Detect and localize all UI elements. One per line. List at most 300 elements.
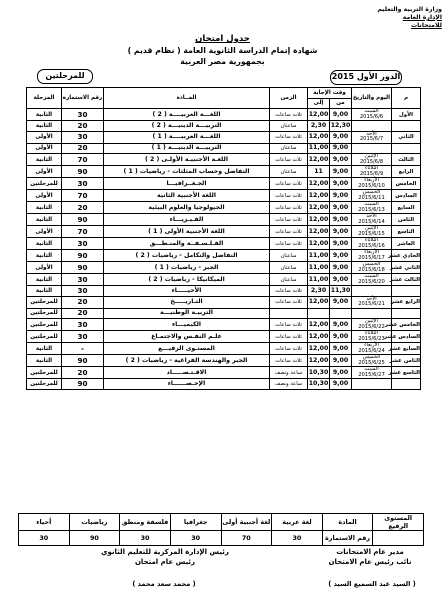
duration-cell: ساعتان [270, 262, 308, 274]
day-date-cell [352, 343, 392, 355]
table-row [27, 214, 421, 226]
duration-cell: ساعة ونصف [270, 379, 308, 390]
date-value: 2015/6/18 [358, 266, 385, 273]
duration-cell: ثلاث ساعات [270, 343, 308, 355]
table-row [27, 308, 421, 319]
summary-value-cell: 30 [19, 531, 70, 546]
to-cell: 2,30 [308, 286, 330, 297]
day-date-cell [352, 109, 392, 121]
signature-title: نائب رئيس عام الامتحان [328, 558, 412, 566]
subject-cell: الميكانيكا - رياضيات ( 2 ) [104, 274, 270, 286]
subject-cell: الإحـصــــــاء [104, 379, 270, 390]
table-row [27, 178, 421, 190]
to-cell: 12,00 [308, 355, 330, 367]
to-cell: 12,00 [308, 178, 330, 190]
order-cell: العاشر [392, 238, 421, 250]
day-name: الثلاثاء [364, 165, 379, 171]
from-cell: 9,00 [330, 379, 352, 390]
seat-cell: 90 [62, 214, 104, 226]
subject-cell: التفاضل وحساب المثلثات - رياضيات ( 1 ) [104, 166, 270, 178]
summary-header-cell: أحياء [19, 514, 70, 531]
summary-table [18, 513, 424, 546]
date-value: 2015/6/17 [358, 254, 385, 261]
seat-cell: 30 [62, 319, 104, 331]
day-date-cell [352, 143, 392, 154]
stage-cell: الثانية [27, 154, 62, 166]
order-cell [392, 143, 421, 154]
day-date-cell [352, 202, 392, 214]
signature-name-right: ( السيد عبد السميع السيد ) [328, 580, 416, 588]
duration-cell: ثلاث ساعات [270, 331, 308, 343]
stage-cell: للمرحلتين [27, 367, 62, 379]
duration-cell: ساعتان [270, 250, 308, 262]
stage-cell: الثانية [27, 250, 62, 262]
subject-cell: المستـوى الرفيـــع [104, 343, 270, 355]
order-cell: الثاني [392, 131, 421, 143]
duration-cell [270, 308, 308, 319]
date-value: 2015/6/15 [358, 230, 385, 237]
table-row [27, 286, 421, 297]
duration-cell: ثلاث ساعات [270, 202, 308, 214]
subject-cell: الاقـتـصـــــاد [104, 367, 270, 379]
stage-cell: للمرحلتين [27, 379, 62, 390]
seat-cell: 90 [62, 355, 104, 367]
summary-value-cell: 30 [272, 531, 323, 546]
col-stage: المرحلة [27, 88, 62, 109]
summary-header-row [19, 514, 424, 531]
from-cell: 9,00 [330, 202, 352, 214]
order-cell: الرابع [392, 166, 421, 178]
stage-cell: الثانية [27, 109, 62, 121]
stage-cell: الثانية [27, 355, 62, 367]
subject-cell: التربيـــة الدينيـــة ( 2 ) [104, 121, 270, 132]
duration-cell: ثلاث ساعات [270, 214, 308, 226]
to-cell: 12,00 [308, 214, 330, 226]
subject-cell: الأحيـــــاء [104, 286, 270, 297]
col-time: وقت الإجابة [308, 88, 352, 99]
table-row [27, 274, 421, 286]
from-cell: 11,30 [330, 286, 352, 297]
subject-cell: التربيـــة الدينيـــة ( 1 ) [104, 143, 270, 154]
from-cell: 9,00 [330, 109, 352, 121]
from-cell: 9,00 [330, 166, 352, 178]
from-cell: 9,00 [330, 331, 352, 343]
table-row [27, 331, 421, 343]
duration-cell: ثلاث ساعات [270, 154, 308, 166]
table-row [27, 250, 421, 262]
seat-cell: 70 [62, 190, 104, 202]
order-cell: الأول [392, 109, 421, 121]
to-cell: 12,00 [308, 319, 330, 331]
day-date-cell [352, 379, 392, 390]
from-cell: 9,00 [330, 190, 352, 202]
date-value: 2015/6/8 [359, 158, 384, 165]
day-date-cell [352, 238, 392, 250]
table-row [27, 202, 421, 214]
subject-cell: اللغة الأجنبية الثانية [104, 190, 270, 202]
from-cell: 9,00 [330, 250, 352, 262]
stage-cell: الأولى [27, 131, 62, 143]
day-date-cell [352, 214, 392, 226]
from-cell: 9,00 [330, 319, 352, 331]
summary-header-cell: لغة أجنبية أولى [221, 514, 272, 531]
seat-cell: 20 [62, 121, 104, 132]
summary-value-cell: 30 [170, 531, 221, 546]
date-value: 2015/6/27 [358, 371, 385, 378]
signature-block-right [300, 547, 440, 567]
day-name: الخميس [362, 261, 381, 267]
date-value: 2015/6/16 [358, 242, 385, 249]
order-cell: السادس [392, 190, 421, 202]
to-cell: 11,00 [308, 274, 330, 286]
order-cell: الخامس [392, 178, 421, 190]
stage-cell: الثانية [27, 274, 62, 286]
duration-cell: ثلاث ساعات [270, 109, 308, 121]
stage-cell: الأولى [27, 190, 62, 202]
to-cell: 11 [308, 166, 330, 178]
order-cell: السادس عشر [392, 331, 421, 343]
day-date-cell [352, 226, 392, 238]
from-cell: 9,00 [330, 367, 352, 379]
order-cell: الخامس عشر [392, 319, 421, 331]
col-day-date: اليوم والتاريخ [352, 88, 392, 109]
day-name: السبت [364, 108, 379, 114]
order-cell: الثالث [392, 154, 421, 166]
stage-cell: الأولى [27, 262, 62, 274]
signature-title: مدير عام الامتحانات [336, 548, 404, 556]
summary-value-cell: 30 [120, 531, 171, 546]
seat-cell: 30 [62, 274, 104, 286]
stage-cell: الأولى [27, 226, 62, 238]
to-cell: 12,00 [308, 190, 330, 202]
document-title [110, 34, 335, 67]
summary-value-cell: 70 [221, 531, 272, 546]
duration-cell: ثلاث ساعات [270, 319, 308, 331]
day-name: الثلاثاء [364, 330, 379, 336]
table-row [27, 343, 421, 355]
date-value: 2015/6/21 [358, 301, 385, 307]
to-cell: 11,00 [308, 143, 330, 154]
seat-cell: 30 [62, 178, 104, 190]
day-date-cell [352, 308, 392, 319]
signer-name: السيد عبد السميع السيد [333, 580, 411, 588]
table-row [27, 262, 421, 274]
duration-cell: ثلاث ساعات [270, 286, 308, 297]
subject-cell: اللغـــة العربيــــة ( 2 ) [104, 109, 270, 121]
to-cell: 10,30 [308, 379, 330, 390]
from-cell: 9,00 [330, 274, 352, 286]
table-row [27, 367, 421, 379]
seat-cell: 90 [62, 262, 104, 274]
day-name: الأحد [366, 213, 377, 219]
summary-values-row [19, 531, 424, 546]
day-name: الأحد [366, 295, 377, 302]
date-value: 2015/6/7 [359, 136, 384, 142]
signature-title: رئيس عام امتحان [134, 558, 196, 566]
to-cell: 11,00 [308, 250, 330, 262]
day-date-cell [352, 131, 392, 143]
day-name: الأربعاء [364, 249, 379, 255]
seat-cell: 70 [62, 154, 104, 166]
stage-cell: الثانية [27, 343, 62, 355]
stage-cell: الثانية [27, 214, 62, 226]
title-line-1: جدول امتحان [195, 34, 250, 44]
day-name: الثلاثاء [364, 237, 379, 243]
from-cell: 9,00 [330, 154, 352, 166]
table-row [27, 226, 421, 238]
day-date-cell [352, 154, 392, 166]
signature-block-left [95, 547, 235, 567]
duration-cell: ثلاث ساعات [270, 296, 308, 308]
col-subject: المــادة [104, 88, 270, 109]
table-row [27, 154, 421, 166]
table-row [27, 355, 421, 367]
duration-cell: ثلاث ساعات [270, 238, 308, 250]
seat-cell: 90 [62, 379, 104, 390]
signer-name: محمد سعد محمد [137, 580, 191, 588]
exam-schedule-table [26, 87, 421, 390]
duration-cell: ثلاث ساعات [270, 355, 308, 367]
stage-cell: للمرحلتين [27, 331, 62, 343]
stage-cell: للمرحلتين [27, 296, 62, 308]
duration-cell: ساعتان [270, 121, 308, 132]
table-header-row [27, 88, 421, 99]
from-cell: 9,00 [330, 296, 352, 308]
order-cell [392, 308, 421, 319]
subject-cell: اللغـة الأجنبيـة الأولـى ( 2 ) [104, 154, 270, 166]
to-cell: 12,00 [308, 154, 330, 166]
signature-title: رئيس الإدارة المركزية للتعليم الثانوي [101, 548, 229, 556]
day-date-cell [352, 355, 392, 367]
seat-cell: 20 [62, 202, 104, 214]
day-name: الأربعاء [364, 177, 379, 183]
table-row [27, 238, 421, 250]
from-cell: 9,00 [330, 238, 352, 250]
schedule-body [27, 109, 421, 390]
date-value: 2015/6/14 [358, 218, 385, 225]
day-name: الإثنين [365, 153, 378, 159]
day-date-cell [352, 296, 392, 308]
to-cell: 11,00 [308, 262, 330, 274]
from-cell: 9,00 [330, 262, 352, 274]
col-from: من [330, 98, 352, 109]
to-cell: 12,00 [308, 296, 330, 308]
title-line-3: بجمهورية مصر العربية [180, 57, 265, 66]
day-name: الإثنين [365, 225, 378, 231]
subject-cell: علـم النفـس والاجتمـاع [104, 331, 270, 343]
seat-cell: 30 [62, 131, 104, 143]
day-date-cell [352, 262, 392, 274]
stage-cell: الثانية [27, 121, 62, 132]
subject-cell: التفاضل والتكامل - رياضيات ( 2 ) [104, 250, 270, 262]
summary-header-cell: فلسفة ومنطق [120, 514, 171, 531]
subject-cell: اللغة الأجنبية الأولى ( 1 ) [104, 226, 270, 238]
stage-cell: الثانية [27, 238, 62, 250]
stage-cell: الثانية [27, 286, 62, 297]
from-cell: 9,00 [330, 214, 352, 226]
stages-badge: للمرحلتين [37, 69, 93, 84]
from-cell: 9,00 [330, 355, 352, 367]
from-cell [330, 308, 352, 319]
summary-value-cell: رقم الاستمارة [322, 531, 373, 546]
to-cell: 10,30 [308, 367, 330, 379]
from-cell: 9,00 [330, 143, 352, 154]
date-value: 2015/6/13 [358, 206, 385, 213]
ministry-header [370, 6, 442, 30]
duration-cell: ساعة ونصف [270, 367, 308, 379]
day-name: الأحد [366, 130, 377, 137]
signature-name-left: ( محمد سعد محمد ) [132, 580, 196, 588]
table-row [27, 131, 421, 143]
day-name: الأربعاء [364, 342, 379, 348]
day-name: السبت [364, 273, 379, 279]
from-cell: 9,00 [330, 343, 352, 355]
order-cell: الثامن [392, 214, 421, 226]
summary-header-cell: المادة [322, 514, 373, 531]
seat-cell: 30 [62, 238, 104, 250]
day-name: الخميس [362, 354, 381, 360]
date-value: 2015/6/11 [358, 194, 385, 201]
day-date-cell [352, 286, 392, 297]
day-date-cell [352, 274, 392, 286]
duration-cell: ثلاث ساعات [270, 226, 308, 238]
date-value: 2015/6/6 [359, 113, 384, 120]
ministry-name: وزارة التربية والتعليم [377, 6, 442, 13]
date-value: 2015/6/25 [358, 359, 385, 366]
order-cell [392, 286, 421, 297]
subject-cell: الكيميـــاء [104, 319, 270, 331]
from-cell: 9,00 [330, 226, 352, 238]
subject-cell: الجبر والهندسة الفراغية - رياضيات ( 2 ) [104, 355, 270, 367]
order-cell: الرابع عشر [392, 296, 421, 308]
to-cell: 12,00 [308, 202, 330, 214]
duration-cell: ساعتان [270, 143, 308, 154]
seat-cell: 30 [62, 109, 104, 121]
duration-cell: ساعتان [270, 274, 308, 286]
date-value: 2015/6/24 [358, 347, 385, 354]
date-value: 2015/6/9 [359, 170, 384, 177]
day-name: الخميس [362, 189, 381, 195]
to-cell: 2,30 [308, 121, 330, 132]
subject-cell: اللغـــة العربيــــة ( 1 ) [104, 131, 270, 143]
order-cell: السابع عشر [392, 343, 421, 355]
day-date-cell [352, 166, 392, 178]
seat-cell: 30 [62, 286, 104, 297]
date-value: 2015/6/10 [358, 182, 385, 189]
summary-header-cell: رياضيات [69, 514, 120, 531]
from-cell: 12,30 [330, 121, 352, 132]
order-cell: السابع [392, 202, 421, 214]
to-cell: 12,00 [308, 226, 330, 238]
seat-cell: 20 [62, 308, 104, 319]
stage-cell: الأولى [27, 143, 62, 154]
to-cell: 12,00 [308, 331, 330, 343]
session-badge: الدور الأول 2015 [330, 70, 402, 85]
duration-cell: ثلاث ساعات [270, 190, 308, 202]
from-cell: 9,00 [330, 178, 352, 190]
order-cell: الثامن عشر [392, 355, 421, 367]
seat-cell: 30 [62, 331, 104, 343]
seat-cell: - [62, 343, 104, 355]
to-cell: 12,00 [308, 131, 330, 143]
col-to: إلى [308, 98, 330, 109]
order-cell: التاسع [392, 226, 421, 238]
to-cell: 12,00 [308, 109, 330, 121]
date-value: 2015/6/20 [358, 278, 385, 285]
subject-cell: التـاريـــــخ [104, 296, 270, 308]
duration-cell: ثلاث ساعات [270, 178, 308, 190]
seat-cell: 90 [62, 250, 104, 262]
subject-cell: التربيـة الوطنيـــة [104, 308, 270, 319]
day-date-cell [352, 190, 392, 202]
subject-cell: الجيولوجيا والعلوم البيئية [104, 202, 270, 214]
seat-cell: 70 [62, 226, 104, 238]
order-cell [392, 379, 421, 390]
table-row [27, 143, 421, 154]
subject-cell: الفـلـسـفــة والمنـطـــق [104, 238, 270, 250]
summary-value-cell: 90 [69, 531, 120, 546]
table-row [27, 109, 421, 121]
subject-cell: الفـيـزيـــاء [104, 214, 270, 226]
date-value: 2015/6/22 [358, 323, 385, 330]
order-cell: الثاني عشر [392, 262, 421, 274]
day-date-cell [352, 367, 392, 379]
title-line-2: شهادة إتمام الدراسة الثانوية العامة ( نظام قديم ) [127, 46, 318, 55]
col-seat: رقم الاستمارة [62, 88, 104, 109]
to-cell: 12,00 [308, 343, 330, 355]
duration-cell: ساعتان [270, 166, 308, 178]
order-cell: الحادي عشر [392, 250, 421, 262]
subject-cell: الجبر - رياضيات ( 1 ) [104, 262, 270, 274]
day-date-cell [352, 178, 392, 190]
day-name: السبت [364, 201, 379, 207]
summary-header-cell: لغة عربية [272, 514, 323, 531]
order-cell [392, 121, 421, 132]
day-date-cell [352, 250, 392, 262]
table-row [27, 190, 421, 202]
day-name: الإثنين [365, 318, 378, 324]
order-cell: الثالث عشر [392, 274, 421, 286]
table-row [27, 296, 421, 308]
date-value: 2015/6/23 [358, 335, 385, 342]
order-cell: التاسع عشر [392, 367, 421, 379]
duration-cell: ثلاث ساعات [270, 131, 308, 143]
from-cell: 9,00 [330, 131, 352, 143]
summary-header-cell: المستوى الرفيع [373, 514, 424, 531]
subject-cell: الجـغــرافيـــا [104, 178, 270, 190]
table-row [27, 166, 421, 178]
stage-cell: الأولى [27, 166, 62, 178]
seat-cell: 20 [62, 296, 104, 308]
col-order: م [392, 88, 421, 109]
stage-cell: للمرحلتين [27, 319, 62, 331]
seat-cell: 20 [62, 367, 104, 379]
stage-cell: للمرحلتين [27, 308, 62, 319]
table-row [27, 319, 421, 331]
summary-empty-cell [373, 531, 424, 546]
seat-cell: 20 [62, 143, 104, 154]
to-cell [308, 308, 330, 319]
stage-cell: للمرحلتين [27, 178, 62, 190]
summary-header-cell: جغرافيا [170, 514, 221, 531]
seat-cell: 90 [62, 166, 104, 178]
table-row [27, 379, 421, 390]
department-name: الإدارة العامة للامتحانات [402, 14, 442, 29]
day-date-cell [352, 121, 392, 132]
to-cell: 12,00 [308, 238, 330, 250]
stage-cell: الثانية [27, 202, 62, 214]
table-row [27, 121, 421, 132]
